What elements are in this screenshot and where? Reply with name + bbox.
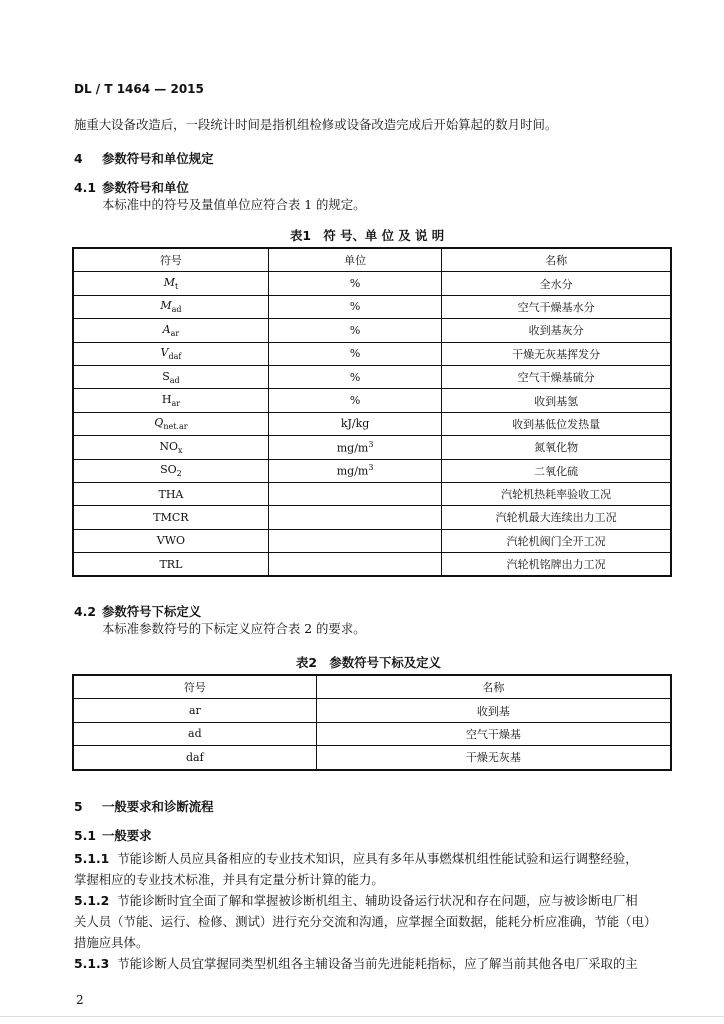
name-cell: 汽轮机阀门全开工况 [442, 529, 671, 552]
symbol-cell [73, 506, 268, 529]
name-cell: 收到基氢 [442, 389, 671, 412]
symbol-base: M [160, 299, 172, 313]
symbol-cell [73, 272, 268, 295]
symbol-base: V [160, 346, 169, 360]
table-1-row [73, 342, 671, 365]
symbol-base: NO [159, 439, 178, 453]
symbol-subscript: ar [170, 328, 180, 338]
intro-paragraph: 施重大设备改造后，一段统计时间是指机组检修或设备改造完成后开始算起的数月时间。 [74, 117, 558, 132]
name-cell: 汽轮机热耗率验收工况 [442, 482, 671, 505]
symbol-cell [73, 342, 268, 365]
subscript-name-cell: 收到基 [316, 699, 671, 722]
unit-text: % [349, 323, 361, 337]
symbol-base: A [162, 322, 171, 336]
table-1-row [73, 506, 671, 529]
symbol-cell [73, 529, 268, 552]
symbol-subscript: x [178, 445, 183, 455]
table-1-header-cell: 名称 [442, 248, 671, 272]
section-4-1-number: 4.1 [74, 180, 96, 195]
name-cell: 空气干燥基水分 [442, 295, 671, 318]
symbol-base: VWO [156, 534, 186, 548]
scan-bottom-edge [0, 1016, 724, 1017]
name-cell: 汽轮机最大连续出力工况 [442, 506, 671, 529]
unit-cell [268, 295, 441, 318]
unit-cell [268, 529, 441, 552]
table-1-row [73, 412, 671, 435]
section-4-1-text: 本标准中的符号及量值单位应符合表 1 的规定。 [102, 197, 366, 212]
table-1-body [73, 272, 671, 577]
unit-text: % [349, 347, 361, 361]
symbol-cell [73, 389, 268, 412]
name-cell: 干燥无灰基挥发分 [442, 342, 671, 365]
table-1-row [73, 319, 671, 342]
unit-text: mg/m [336, 465, 369, 479]
table-2-header-cell: 名称 [316, 675, 671, 699]
symbol-base: SO [160, 463, 177, 477]
unit-cell [268, 506, 441, 529]
table-1 [72, 247, 672, 577]
unit-superscript: 3 [368, 463, 374, 473]
table-1-row [73, 529, 671, 552]
table-2-caption: 表2 参数符号下标及定义 [296, 655, 441, 670]
symbol-cell [73, 482, 268, 505]
symbol-base: M [163, 275, 175, 289]
page-number: 2 [76, 993, 84, 1007]
unit-text: % [349, 370, 361, 384]
name-cell: 收到基灰分 [442, 319, 671, 342]
symbol-subscript: net.ar [163, 422, 188, 432]
subscript-name-cell: 空气干燥基 [316, 722, 671, 745]
unit-cell [268, 319, 441, 342]
table-2-header-row [73, 675, 671, 699]
table-1-row [73, 459, 671, 482]
table-2-row [73, 699, 671, 722]
unit-text: kJ/kg [340, 417, 370, 431]
subscript-symbol-cell: ar [73, 699, 316, 722]
section-5-1-title: 一般要求 [102, 828, 152, 843]
table-1-row [73, 553, 671, 577]
table-1-caption: 表1 符 号、单 位 及 说 明 [290, 228, 445, 243]
symbol-subscript: ad [171, 305, 182, 315]
unit-superscript: 3 [368, 439, 374, 449]
symbol-cell [73, 295, 268, 318]
clause-5-1-2-number: 5.1.2 [74, 893, 110, 908]
clause-5-1-1-line-2: 掌握相应的专业技术标准，并具有定量分析计算的能力。 [74, 872, 384, 887]
section-5-title: 一般要求和诊断流程 [102, 799, 214, 814]
symbol-subscript: ar [171, 399, 181, 409]
symbol-base: TMCR [153, 510, 189, 524]
table-1-row [73, 365, 671, 388]
table-1-header-cell: 单位 [268, 248, 441, 272]
subscript-symbol-cell: daf [73, 746, 316, 770]
unit-cell [268, 482, 441, 505]
section-4-2-heading [74, 602, 201, 620]
symbol-subscript: 2 [176, 469, 182, 479]
clause-5-1-2-line-3: 措施应具体。 [74, 935, 149, 950]
clause-5-1-1-number: 5.1.1 [74, 851, 110, 866]
clause-5-1-1-text: 节能诊断人员应具备相应的专业技术知识，应具有多年从事燃煤机组性能试验和运行调整经验， [117, 851, 638, 866]
section-4-number: 4 [74, 151, 83, 166]
clause-5-1-3-line-1 [74, 955, 638, 972]
section-4-heading [74, 149, 214, 167]
table-2-header-cell: 符号 [73, 675, 316, 699]
symbol-cell [73, 365, 268, 388]
clause-5-1-3-number: 5.1.3 [74, 956, 110, 971]
symbol-subscript: ad [169, 375, 180, 385]
section-4-2-title: 参数符号下标定义 [102, 604, 202, 619]
section-5-heading [74, 797, 214, 815]
unit-cell [268, 412, 441, 435]
table-1-row [73, 436, 671, 459]
name-cell: 空气干燥基硫分 [442, 365, 671, 388]
subscript-name-cell: 干燥无灰基 [316, 746, 671, 770]
section-5-1-number: 5.1 [74, 828, 96, 843]
symbol-base: Q [154, 416, 164, 430]
unit-cell [268, 553, 441, 577]
symbol-subscript: t [174, 282, 179, 292]
symbol-cell [73, 459, 268, 482]
unit-cell [268, 436, 441, 459]
unit-text: mg/m [336, 441, 369, 455]
name-cell: 汽轮机铭牌出力工况 [442, 553, 671, 577]
section-4-2-text: 本标准参数符号的下标定义应符合表 2 的要求。 [102, 621, 366, 636]
unit-text: % [349, 300, 361, 314]
table-2-body [73, 699, 671, 770]
section-4-2-number: 4.2 [74, 604, 96, 619]
name-cell: 全水分 [442, 272, 671, 295]
table-2-row [73, 746, 671, 770]
symbol-cell [73, 412, 268, 435]
symbol-base: TRL [159, 557, 183, 571]
table-1-header-cell: 符号 [73, 248, 268, 272]
table-1-row [73, 389, 671, 412]
unit-cell [268, 459, 441, 482]
table-2-row [73, 722, 671, 745]
clause-5-1-2-line-1 [74, 892, 638, 909]
unit-cell [268, 389, 441, 412]
table-2 [72, 674, 672, 771]
section-5-number: 5 [74, 799, 83, 814]
symbol-base: THA [158, 487, 184, 501]
symbol-subscript: daf [168, 352, 182, 362]
section-4-1-heading [74, 178, 189, 196]
symbol-cell [73, 553, 268, 577]
table-1-row [73, 295, 671, 318]
name-cell: 二氧化硫 [442, 459, 671, 482]
name-cell: 收到基低位发热量 [442, 412, 671, 435]
unit-text: % [349, 394, 361, 408]
symbol-base: S [162, 369, 170, 383]
symbol-base: H [161, 392, 172, 406]
symbol-cell [73, 319, 268, 342]
section-4-1-title: 参数符号和单位 [102, 180, 189, 195]
standard-code-header: DL / T 1464 — 2015 [74, 82, 204, 96]
clause-5-1-2-line-2: 关人员（节能、运行、检修、测试）进行充分交流和沟通，应掌握全面数据，能耗分析应准确，节能（电） [74, 914, 657, 929]
clause-5-1-1-line-1 [74, 850, 638, 867]
subscript-symbol-cell: ad [73, 722, 316, 745]
unit-cell [268, 272, 441, 295]
table-1-row [73, 482, 671, 505]
unit-text: % [349, 277, 361, 291]
clause-5-1-2-text: 节能诊断时宜全面了解和掌握被诊断机组主、辅助设备运行状况和存在问题，应与被诊断电厂相 [117, 893, 638, 908]
clause-5-1-3-text: 节能诊断人员宜掌握同类型机组各主辅设备当前先进能耗指标，应了解当前其他各电厂采取的主 [117, 956, 638, 971]
name-cell: 氮氧化物 [442, 436, 671, 459]
table-1-row [73, 272, 671, 295]
symbol-cell [73, 436, 268, 459]
unit-cell [268, 365, 441, 388]
table-1-header-row [73, 248, 671, 272]
unit-cell [268, 342, 441, 365]
section-5-1-heading [74, 826, 152, 844]
section-4-title: 参数符号和单位规定 [102, 151, 214, 166]
